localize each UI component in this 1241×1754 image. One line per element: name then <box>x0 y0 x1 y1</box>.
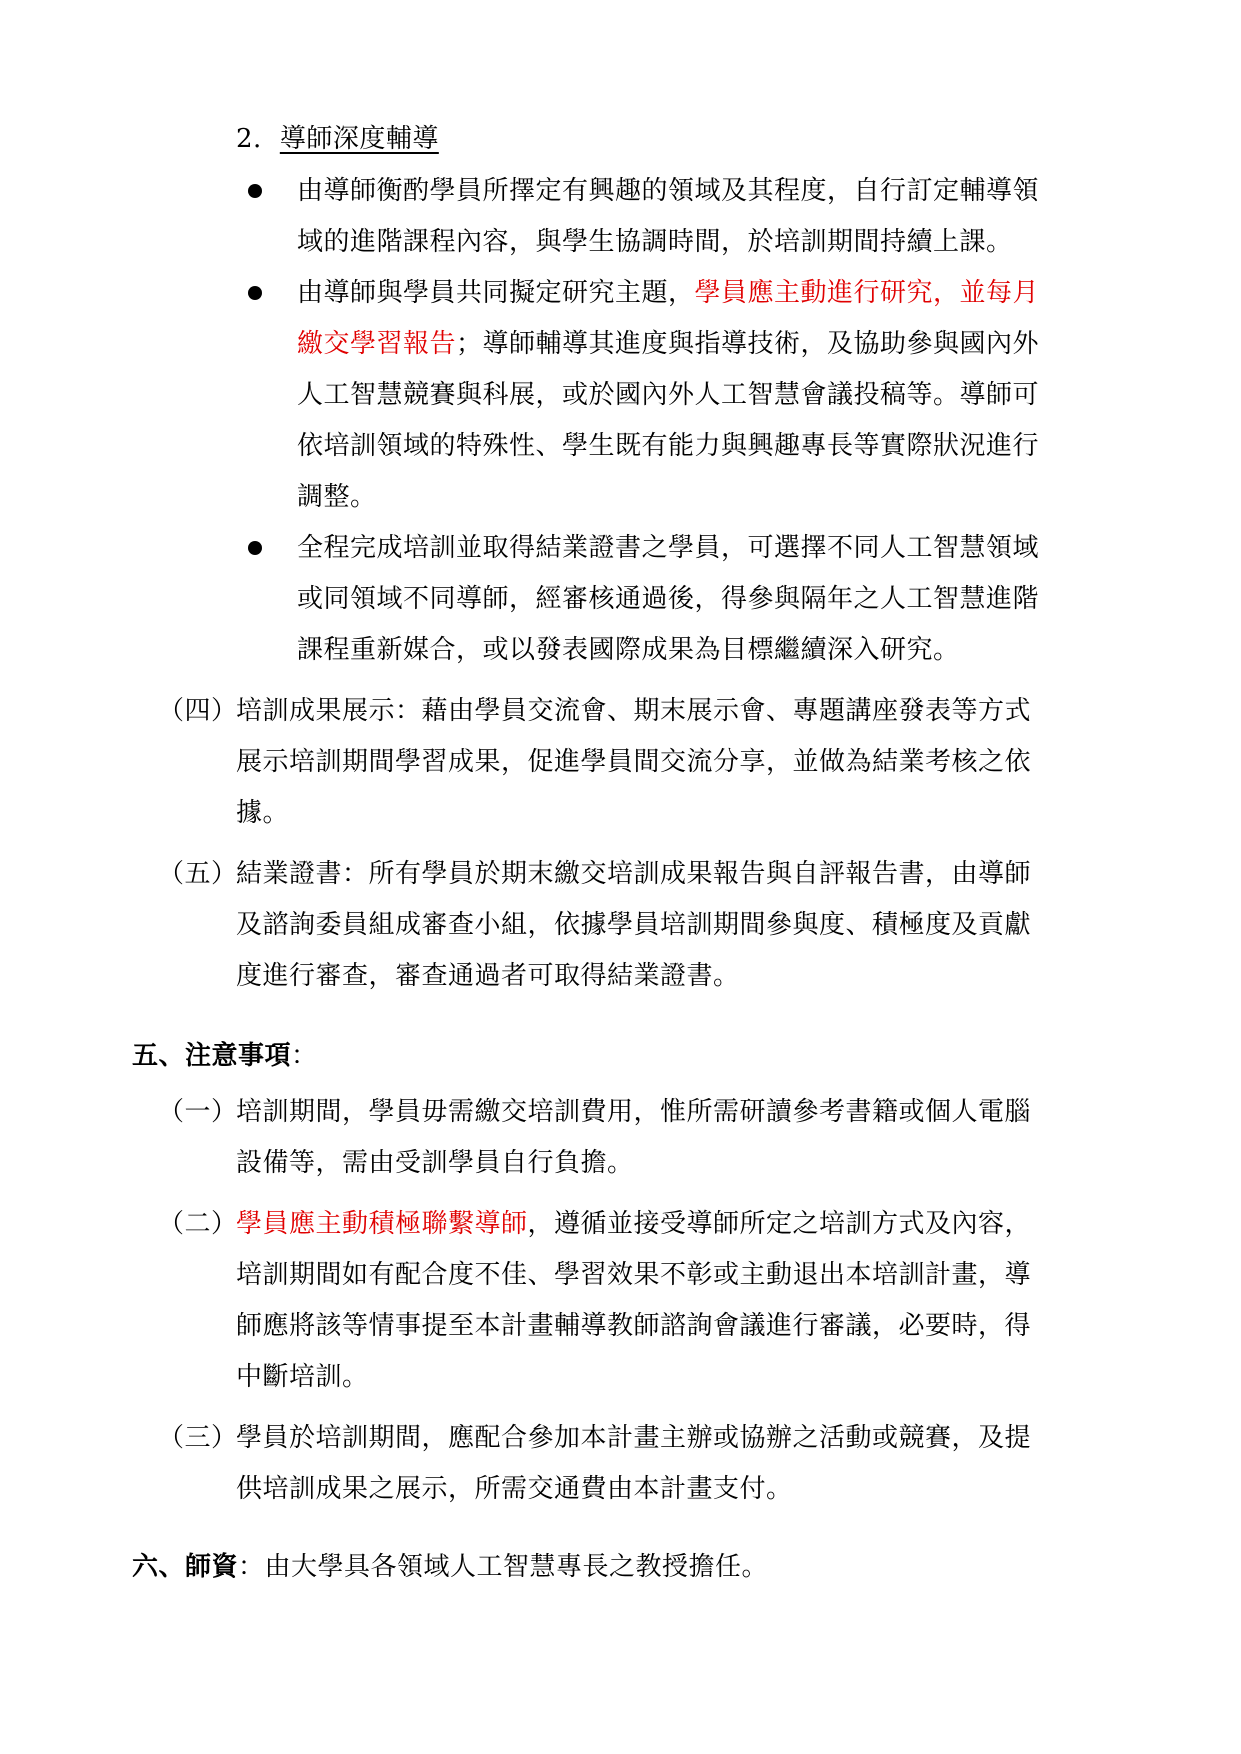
notice-1-label: （一） <box>158 1097 238 1127</box>
subsection-title: 導師深度輔導 <box>279 124 439 154</box>
notice-2-line-2: 培訓期間如有配合度不佳、學習效果不彰或主動退出本培訓計畫，導 <box>236 1260 1032 1290</box>
bullet-2-line-5: 調整。 <box>297 482 377 512</box>
bullet-2-line-3: 人工智慧競賽與科展，或於國內外人工智慧會議投稿等。導師可 <box>297 380 1040 410</box>
notice-3-label: （三） <box>158 1423 238 1453</box>
bullet-icon <box>248 184 262 198</box>
notice-3-line-2: 供培訓成果之展示，所需交通費由本計畫支付。 <box>236 1474 793 1504</box>
section-5-heading-colon: ： <box>291 1041 318 1071</box>
bullet-2-line-1-text: 由導師與學員共同擬定研究主題， <box>297 278 695 308</box>
notice-2-line-4: 中斷培訓。 <box>236 1362 369 1392</box>
bullet-2-line-4: 依培訓領域的特殊性、學生既有能力與興趣專長等實際狀況進行 <box>297 431 1040 461</box>
notice-1-line-1: 培訓期間，學員毋需繳交培訓費用，惟所需研讀參考書籍或個人電腦 <box>236 1097 1032 1127</box>
subsection-number: 2. <box>236 124 262 154</box>
item-5-line-1: 結業證書：所有學員於期末繳交培訓成果報告與自評報告書，由導師 <box>236 859 1032 889</box>
bullet-1-line-1: 由導師衡酌學員所擇定有興趣的領域及其程度，自行訂定輔導領 <box>297 176 1040 206</box>
bullet-2-highlight-1: 學員應主動進行研究，並每月 <box>694 278 1040 308</box>
bullet-2-line-1 <box>297 276 1039 310</box>
bullet-1-line-2: 域的進階課程內容，與學生協調時間，於培訓期間持續上課。 <box>297 227 1013 257</box>
item-4-label: （四） <box>158 696 238 726</box>
item-4-line-3: 據。 <box>236 798 290 828</box>
section-6-text: ：由大學具各領域人工智慧專長之教授擔任。 <box>238 1552 769 1582</box>
notice-1-line-2: 設備等，需由受訓學員自行負擔。 <box>236 1148 634 1178</box>
section-6-line <box>132 1550 768 1584</box>
notice-2-label: （二） <box>158 1209 238 1239</box>
bullet-3-line-1: 全程完成培訓並取得結業證書之學員，可選擇不同人工智慧領域 <box>297 533 1040 563</box>
subsection-heading <box>236 122 439 156</box>
notice-2-highlight: 學員應主動積極聯繫導師 <box>236 1209 528 1239</box>
item-4-line-1: 培訓成果展示：藉由學員交流會、期末展示會、專題講座發表等方式 <box>236 696 1032 726</box>
item-5-label: （五） <box>158 859 238 889</box>
item-5-line-3: 度進行審查，審查通過者可取得結業證書。 <box>236 961 740 991</box>
bullet-2-highlight-2: 繳交學習報告 <box>297 329 457 359</box>
bullet-2-line-2-text: ；導師輔導其進度與指導技術，及協助參與國內外 <box>456 329 1040 359</box>
bullet-icon <box>248 286 262 300</box>
bullet-icon <box>248 541 262 555</box>
notice-2-line-1-text: ，遵循並接受導師所定之培訓方式及內容， <box>527 1209 1032 1239</box>
bullet-2-line-2 <box>297 327 1039 361</box>
notice-3-line-1: 學員於培訓期間，應配合參加本計畫主辦或協辦之活動或競賽，及提 <box>236 1423 1032 1453</box>
notice-2-line-1 <box>236 1207 1031 1241</box>
section-6-heading: 六、師資 <box>132 1552 239 1582</box>
section-5-heading <box>132 1039 318 1073</box>
section-5-heading-text: 五、注意事項 <box>132 1041 292 1071</box>
item-5-line-2: 及諮詢委員組成審查小組，依據學員培訓期間參與度、積極度及貢獻 <box>236 910 1032 940</box>
item-4-line-2: 展示培訓期間學習成果，促進學員間交流分享，並做為結業考核之依 <box>236 747 1032 777</box>
bullet-3-line-2: 或同領域不同導師，經審核通過後，得參與隔年之人工智慧進階 <box>297 584 1040 614</box>
bullet-3-line-3: 課程重新媒合，或以發表國際成果為目標繼續深入研究。 <box>297 635 960 665</box>
notice-2-line-3: 師應將該等情事提至本計畫輔導教師諮詢會議進行審議，必要時，得 <box>236 1311 1032 1341</box>
